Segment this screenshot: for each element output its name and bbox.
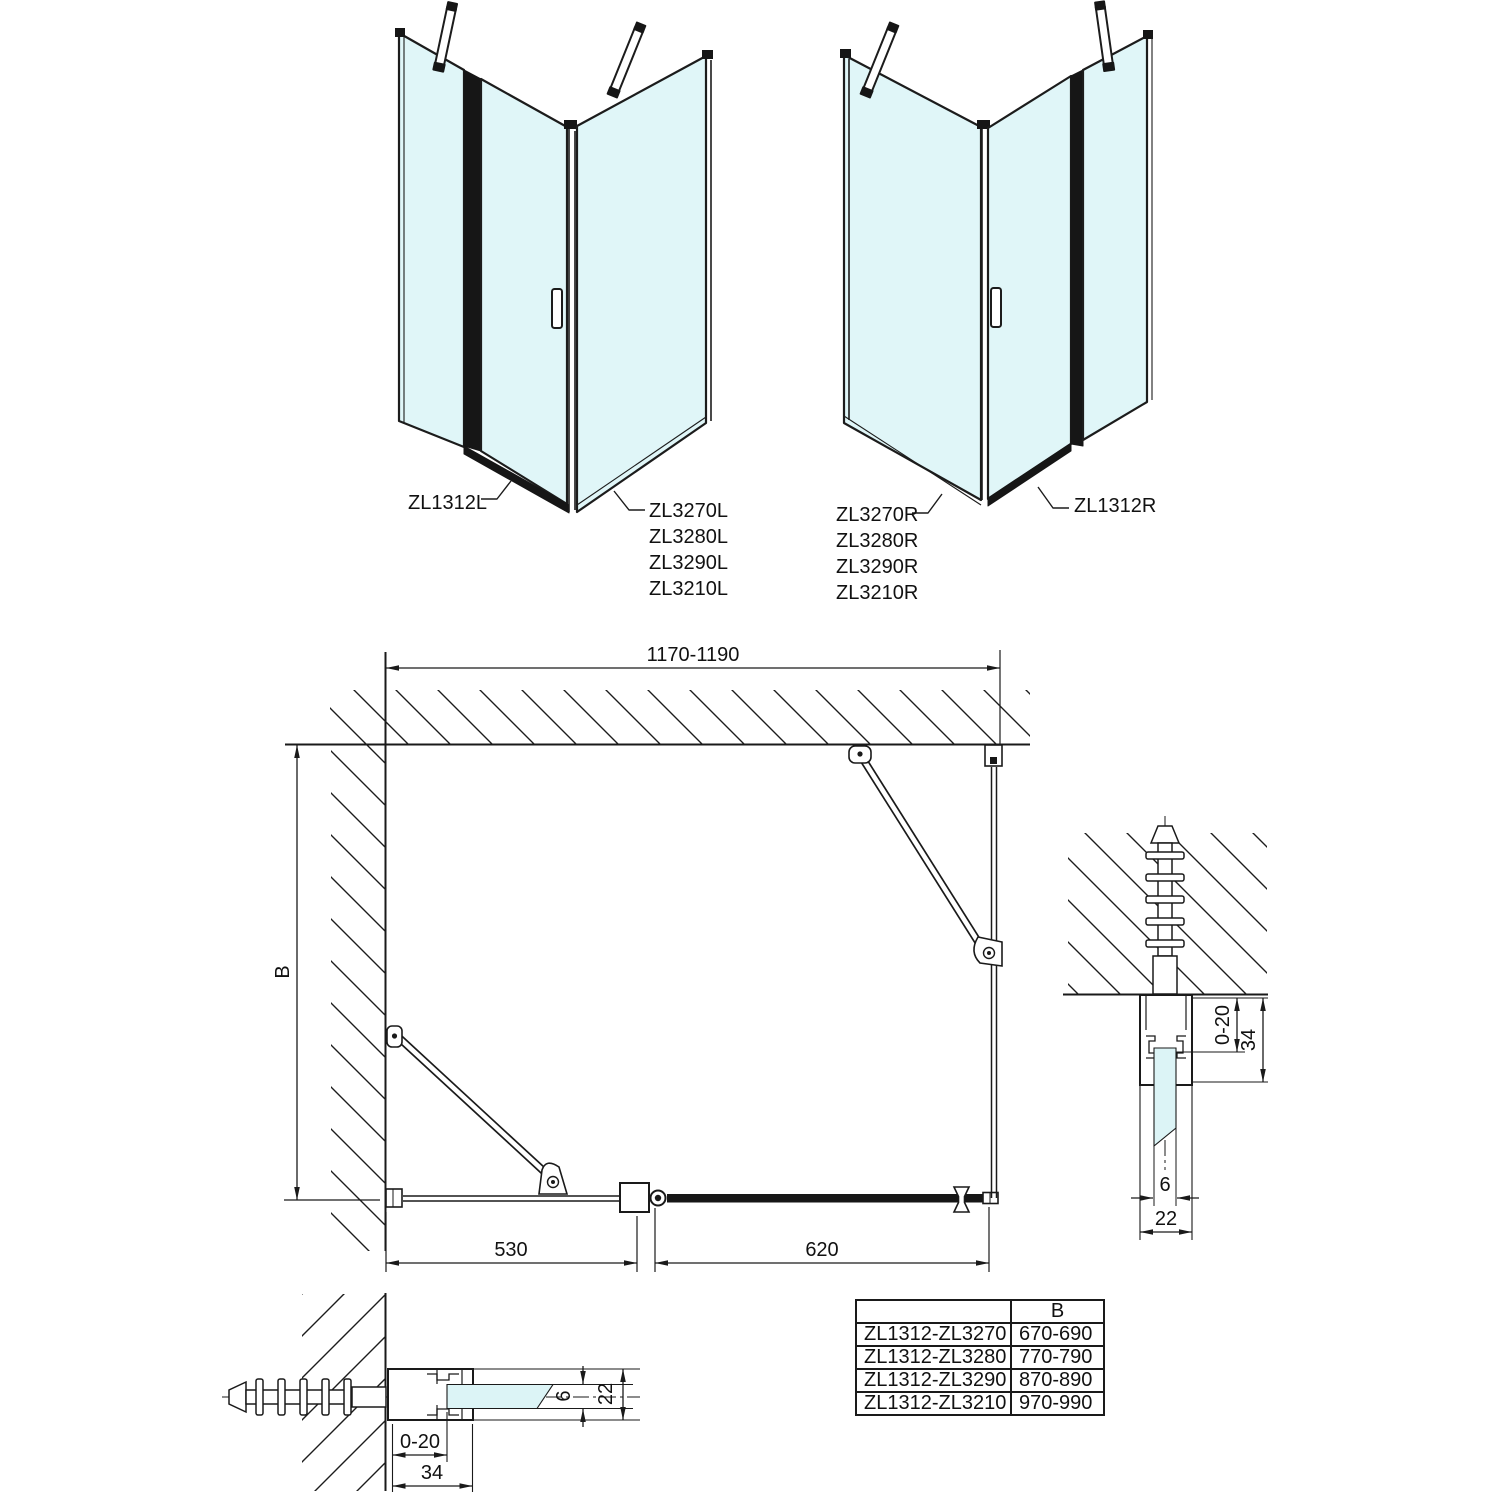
iso-left-side-panel-label: ZL1312L xyxy=(408,492,487,514)
wall-anchor-tip xyxy=(229,1382,246,1412)
leader-line xyxy=(1038,487,1069,508)
size-table-model: ZL1312-ZL3280 xyxy=(856,1346,1011,1369)
plan-depth-dimension: B xyxy=(272,965,294,979)
leader-line xyxy=(614,491,645,510)
iso-left-door-handle xyxy=(552,289,562,328)
iso-left-return-panel xyxy=(577,56,706,512)
iso-right-return-panel xyxy=(844,55,981,500)
wall-anchor-tip xyxy=(1151,826,1179,843)
iso-left-hinge-post xyxy=(464,70,481,451)
detail-bl-glass xyxy=(447,1385,553,1409)
plan-fixed-dimension: 530 xyxy=(494,1239,528,1261)
plan-brace-left-foot xyxy=(539,1163,567,1194)
iso-left-support-bar-2 xyxy=(606,21,647,99)
size-table-row xyxy=(856,1346,1104,1369)
detail-right-glass xyxy=(1154,1048,1176,1146)
iso-left-support-bar-1 xyxy=(432,1,458,73)
plan-door-panel xyxy=(667,1194,983,1203)
iso-right-door-label-3: ZL3290R xyxy=(836,556,919,578)
wall-anchor-body xyxy=(352,1387,386,1407)
iso-right-door-label-2: ZL3280R xyxy=(836,530,919,552)
iso-view-right xyxy=(836,0,1156,604)
detail-bl-glass-dim: 6 xyxy=(553,1390,575,1402)
iso-right-door-handle xyxy=(991,288,1001,327)
size-table-header-b: B xyxy=(1011,1300,1104,1323)
detail-bottom-left xyxy=(222,1293,640,1492)
size-table-b-value: 770-790 xyxy=(1011,1346,1104,1369)
plan-view xyxy=(272,644,1030,1272)
iso-left-door-label-1: ZL3270L xyxy=(649,500,728,522)
plan-left-wall-hatch xyxy=(331,745,385,1251)
iso-left-side-panel-cap xyxy=(395,28,405,37)
size-table-model: ZL1312-ZL3270 xyxy=(856,1323,1011,1346)
size-table-row xyxy=(856,1369,1104,1392)
detail-right-glass-dim: 6 xyxy=(1159,1174,1171,1196)
detail-bl-depth-dim: 34 xyxy=(420,1462,444,1484)
plan-right-glass-panel xyxy=(992,767,997,1198)
size-table-b-value: 970-990 xyxy=(1011,1392,1104,1415)
size-table-row xyxy=(856,1392,1104,1415)
size-table-header-row xyxy=(856,1300,1104,1323)
plan-hinge-block xyxy=(620,1183,649,1212)
iso-left-side-panel xyxy=(399,33,464,447)
iso-right-side-panel-cap xyxy=(1143,30,1153,39)
detail-bl-inset-dim: 0-20 xyxy=(399,1431,441,1453)
plan-fixed-glass xyxy=(403,1196,620,1201)
size-table-model: ZL1312-ZL3210 xyxy=(856,1392,1011,1415)
plan-door-dimension: 620 xyxy=(805,1239,839,1261)
size-table-header-model xyxy=(856,1300,1011,1323)
iso-view-left xyxy=(395,1,728,600)
detail-bl-width-dim: 22 xyxy=(595,1382,617,1406)
plan-wall-profile xyxy=(386,1189,402,1207)
size-table-b-value: 670-690 xyxy=(1011,1323,1104,1346)
size-table-row xyxy=(856,1323,1104,1346)
iso-right-side-panel-label: ZL1312R xyxy=(1074,495,1157,517)
detail-right-depth-dim: 34 xyxy=(1238,1028,1260,1052)
iso-left-door-label-2: ZL3280L xyxy=(649,526,728,548)
wall-anchor-body xyxy=(1153,956,1177,994)
detail-right-inset-dim: 0-20 xyxy=(1212,1004,1234,1046)
detail-right xyxy=(1063,816,1268,1240)
iso-right-door-label-4: ZL3210R xyxy=(836,582,919,604)
iso-right-support-bar-2 xyxy=(1094,0,1116,72)
iso-right-side-panel xyxy=(1083,36,1147,440)
plan-top-wall-hatch xyxy=(330,690,1030,744)
detail-right-width-dim: 22 xyxy=(1154,1208,1178,1230)
size-table xyxy=(855,1299,1105,1416)
plan-width-dimension: 1170-1190 xyxy=(646,644,740,666)
iso-left-door-label-3: ZL3290L xyxy=(649,552,728,574)
size-table-model: ZL1312-ZL3290 xyxy=(856,1369,1011,1392)
size-table-b-value: 870-890 xyxy=(1011,1369,1104,1392)
iso-right-door-label-1: ZL3270R xyxy=(836,504,919,526)
iso-left-door-label-4: ZL3210L xyxy=(649,578,728,600)
iso-right-hinge-post xyxy=(1071,70,1083,446)
